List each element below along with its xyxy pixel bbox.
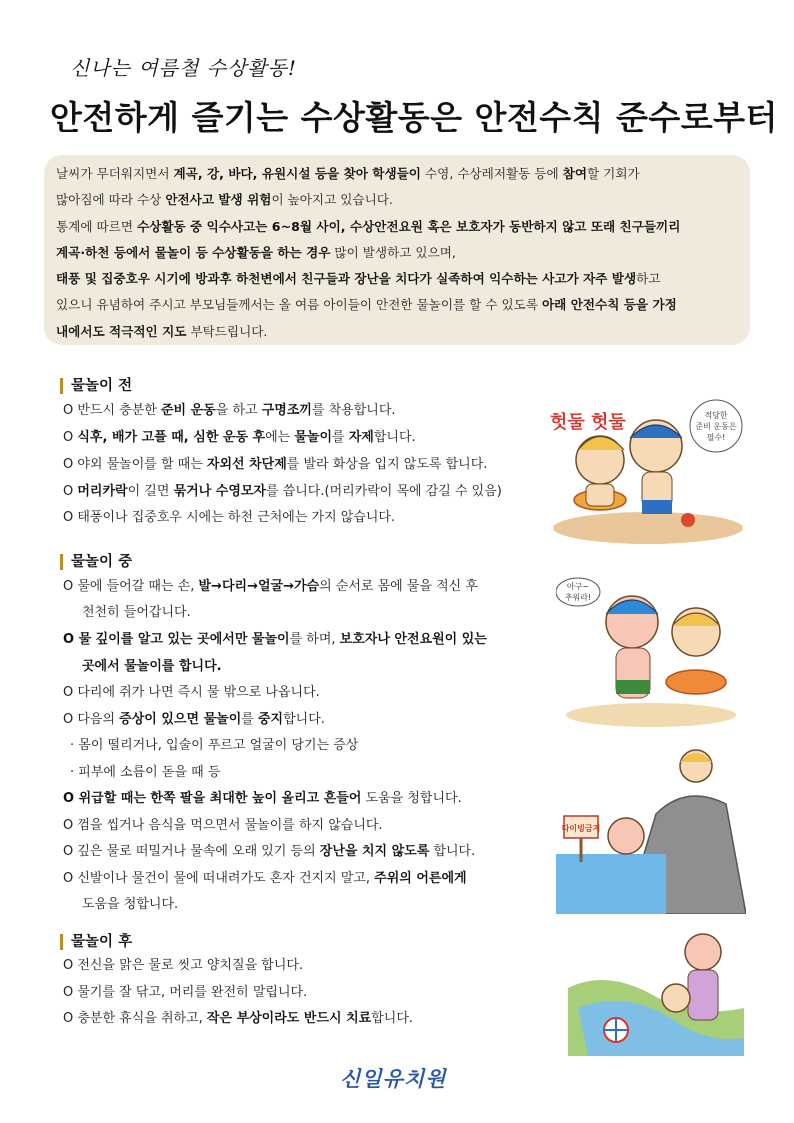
rule-line: 곳에서 물놀이를 합니다.	[82, 659, 222, 674]
rule-line: · 몸이 떨리거나, 입술이 푸르고 얼굴이 당기는 증상	[70, 738, 359, 753]
intro-line: 계곡·하천 등에서 물놀이 등 수상활동을 하는 경우 많이 발생하고 있으며,	[56, 244, 456, 260]
rule-line: O 머리카락이 길면 묶거나 수영모자를 씁니다.(머리카락이 목에 감길 수 있음)	[63, 484, 502, 499]
swim-ring-icon	[666, 670, 726, 694]
rule-line: O 다리에 쥐가 나면 즉시 물 밖으로 나옵니다.	[63, 685, 320, 700]
boy-face-icon	[685, 934, 721, 970]
intro-line: 많아짐에 따라 수상 안전사고 발생 위험이 높아지고 있습니다.	[56, 192, 393, 208]
rule-line: O 위급할 때는 한쪽 팔을 최대한 높이 올리고 흔들어 도움을 청합니다.	[63, 791, 462, 806]
svg-text:적당한: 적당한	[704, 411, 728, 420]
rule-line: O 물에 들어갈 때는 손, 발→다리→얼굴→가슴의 순서로 몸에 물을 적신 후	[63, 579, 478, 594]
rule-line: O 충분한 휴식을 취하고, 작은 부상이라도 반드시 치료합니다.	[63, 1011, 414, 1026]
svg-text:추워라!: 추워라!	[564, 593, 592, 602]
shout-text: 헛둘 헛둘	[550, 412, 626, 433]
kindergarten-name: 신일유치원	[340, 1067, 447, 1091]
rule-line: O 깊은 물로 떠밀거나 물속에 오래 있기 등의 장난을 치지 않도록 합니다.	[63, 844, 476, 859]
rule-line: O 전신을 맑은 물로 씻고 양치질을 합니다.	[63, 958, 304, 973]
intro-line: 있으니 유념하여 주시고 부모님들께서는 올 여름 아이들이 안전한 물놀이를 할 수 있도록 아래 안전수칙 등을 가정	[56, 297, 677, 313]
section-title-before: 물놀이 전	[60, 378, 132, 394]
rule-line: O 물기를 잘 닦고, 머리를 완전히 말립니다.	[63, 985, 308, 1000]
rule-line: O 껌을 씹거나 음식을 먹으면서 물놀이를 하지 않습니다.	[63, 818, 383, 833]
after-swim-illustration	[568, 928, 744, 1056]
svg-text:필수!: 필수!	[706, 433, 726, 442]
section-title-during: 물놀이 중	[60, 554, 132, 570]
rule-line: · 피부에 소름이 돋을 때 등	[70, 765, 221, 780]
child-face-icon	[662, 984, 690, 1012]
warmup-illustration	[548, 388, 748, 548]
crab-icon	[681, 513, 695, 527]
rule-line: 도움을 청합니다.	[82, 897, 179, 912]
intro-line: 내에서도 적극적인 지도 부탁드립니다.	[56, 323, 268, 339]
diving-warning-illustration	[556, 744, 746, 914]
svg-text:아구~: 아구~	[566, 582, 590, 591]
rule-line: O 태풍이나 집중호우 시에는 하천 근처에는 가지 않습니다.	[63, 510, 396, 525]
rule-line: 천천히 들어갑니다.	[82, 605, 191, 620]
diving-boy-icon	[608, 818, 644, 854]
intro-line: 통계에 따르면 수상활동 중 익수사고는 6~8월 사이, 수상안전요원 혹은 보호자가 동반하지 않고 또래 친구들끼리	[56, 218, 681, 234]
subtitle: 신나는 여름철 수상활동!	[70, 56, 297, 80]
rule-line: O 신발이나 물건이 물에 떠내려가도 혼자 건지지 말고, 주위의 어른에게	[63, 871, 467, 886]
svg-text:다이빙금지: 다이빙금지	[561, 824, 601, 833]
cold-kids-illustration	[556, 570, 746, 730]
rule-line: O 야외 물놀이를 할 때는 자외선 차단제를 발라 화상을 입지 않도록 합니다.	[63, 457, 488, 472]
intro-box	[44, 155, 750, 345]
rule-line: O 반드시 충분한 준비 운동을 하고 구명조끼를 착용합니다.	[63, 403, 396, 418]
page-title: 안전하게 즐기는 수상활동은 안전수칙 준수로부터	[50, 98, 778, 137]
section-title-after: 물놀이 후	[60, 934, 132, 950]
sand-icon	[553, 512, 743, 544]
rule-line: O 식후, 배가 고플 때, 심한 운동 후에는 물놀이를 자제합니다.	[63, 430, 416, 445]
intro-line: 태풍 및 집중호우 시기에 방과후 하천변에서 친구들과 장난을 치다가 실족하여 익수하는 사고가 자주 발생하고	[56, 271, 661, 287]
rule-line: O 물 깊이를 알고 있는 곳에서만 물놀이를 하며, 보호자나 안전요원이 있는	[63, 632, 487, 647]
water-icon	[556, 854, 666, 914]
rule-line: O 다음의 증상이 있으면 물놀이를 중지합니다.	[63, 712, 325, 727]
intro-line: 날씨가 무더워지면서 계곡, 강, 바다, 유원시설 등을 찾아 학생들이 수영, 수상레저활동 등에 참여할 기회가	[56, 166, 640, 181]
svg-text:준비 운동은: 준비 운동은	[695, 422, 737, 431]
